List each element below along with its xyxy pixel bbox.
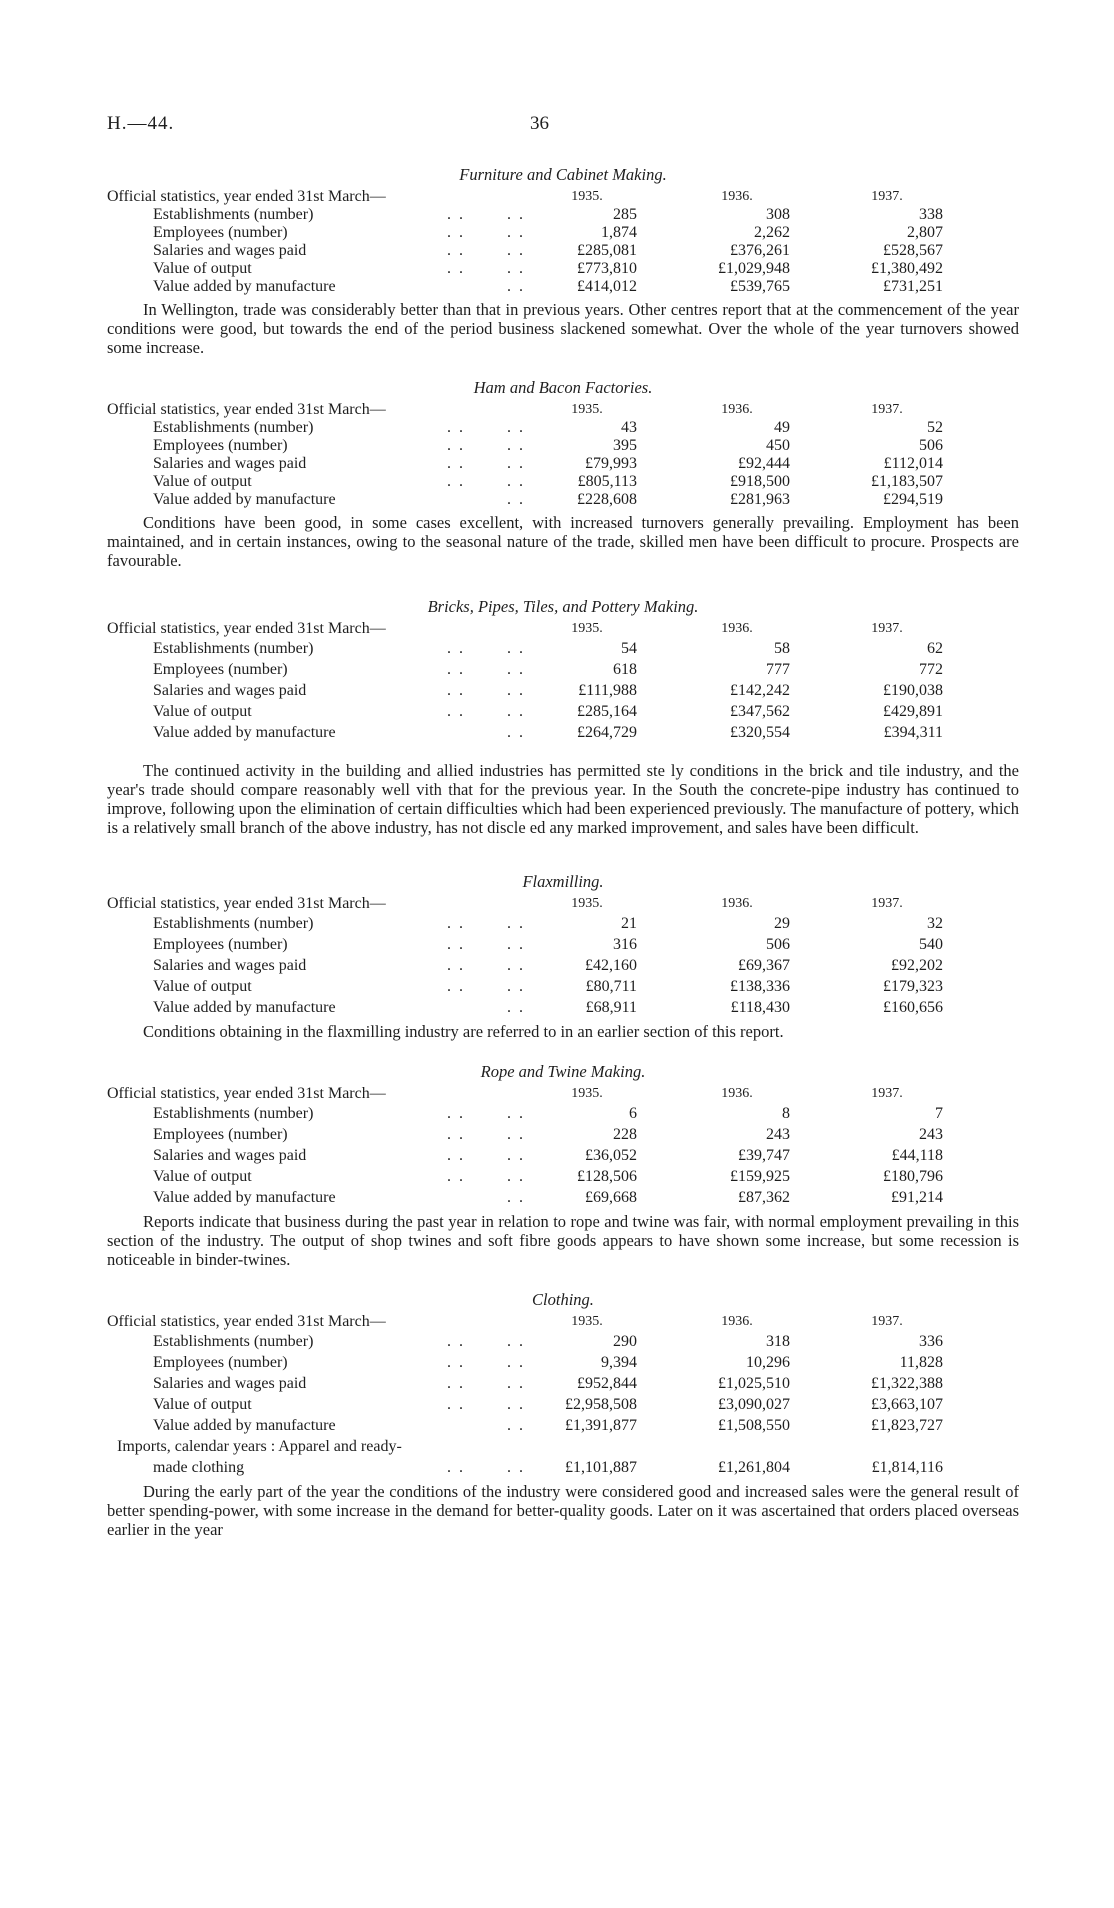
- table-cell: £1,183,507: [871, 473, 943, 490]
- row-label: Salaries and wages paid: [153, 242, 307, 259]
- table-cell: £3,090,027: [718, 1396, 790, 1413]
- leader-dots: . .: [447, 1354, 465, 1371]
- leader-dots: . .: [507, 978, 525, 995]
- year-header: 1937.: [871, 896, 903, 911]
- table-cell: £394,311: [883, 724, 943, 741]
- table-cell: £160,656: [883, 999, 943, 1016]
- table-cell: £731,251: [883, 278, 943, 295]
- table-cell: 243: [919, 1126, 943, 1143]
- leader-dots: . .: [507, 640, 525, 657]
- table-row: [107, 473, 1019, 491]
- year-header: 1937.: [871, 402, 903, 417]
- section-title: Rope and Twine Making.: [480, 1062, 646, 1081]
- year-header: 1935.: [571, 1314, 603, 1329]
- table-cell: £92,444: [738, 455, 790, 472]
- table-cell: £1,261,804: [718, 1459, 790, 1476]
- table-label: Official statistics, year ended 31st March—: [107, 895, 386, 912]
- table-row: [107, 242, 1019, 260]
- leader-dots: . .: [507, 278, 525, 295]
- leader-dots: . .: [447, 1147, 465, 1164]
- table-cell: 49: [774, 419, 790, 436]
- table-row: [107, 955, 1019, 976]
- leader-dots: . .: [447, 437, 465, 454]
- year-header: 1937.: [871, 1086, 903, 1101]
- row-label: Salaries and wages paid: [153, 682, 307, 699]
- table-cell: 338: [919, 206, 943, 223]
- leader-dots: . .: [507, 1105, 525, 1122]
- leader-dots: . .: [507, 1126, 525, 1143]
- section-title: Furniture and Cabinet Making.: [459, 165, 667, 184]
- year-header: 1935.: [571, 402, 603, 417]
- table-row: [107, 455, 1019, 473]
- table-row: [107, 1103, 1019, 1124]
- leader-dots: . .: [507, 915, 525, 932]
- table-cell: £264,729: [577, 724, 637, 741]
- leader-dots: . .: [447, 419, 465, 436]
- leader-dots: . .: [507, 1396, 525, 1413]
- table-row: [107, 976, 1019, 997]
- table-cell: £111,988: [578, 682, 637, 699]
- section-paragraph: During the early part of the year the conditions of the industry were considered good and increased sales were the general result of better spending-power, with some increase in the demand for better-quality goods. Later on it was ascertained that orders placed overseas earlier in the year: [107, 1482, 1019, 1539]
- section-paragraph: In Wellington, trade was considerably better than that in previous years. Other centres report that at the commencement of the year conditions were good, but towards the end of the period business slackened somewhat. Over the whole of the year turnovers showed some increase.: [107, 300, 1019, 357]
- leader-dots: . .: [507, 999, 525, 1016]
- table-row: [107, 1331, 1019, 1352]
- section-title: Bricks, Pipes, Tiles, and Pottery Making.: [427, 597, 699, 616]
- table-header-row: [107, 620, 1019, 638]
- leader-dots: . .: [447, 242, 465, 259]
- table-row: [107, 1457, 1019, 1478]
- year-header: 1936.: [721, 1086, 753, 1101]
- table-cell: 2,807: [907, 224, 943, 241]
- table-cell: 308: [766, 206, 790, 223]
- table-cell: £285,081: [577, 242, 637, 259]
- row-label: Value of output: [153, 978, 252, 995]
- row-label: Employees (number): [153, 224, 288, 241]
- row-label: Salaries and wages paid: [153, 957, 307, 974]
- year-header: 1936.: [721, 189, 753, 204]
- statistics-table: [107, 1085, 1019, 1208]
- table-cell: 290: [613, 1333, 637, 1350]
- leader-dots: . .: [447, 661, 465, 678]
- leader-dots: . .: [447, 915, 465, 932]
- table-row: [107, 260, 1019, 278]
- table-cell: £118,430: [730, 999, 790, 1016]
- leader-dots: . .: [447, 224, 465, 241]
- table-cell: 772: [919, 661, 943, 678]
- table-cell: £69,367: [738, 957, 790, 974]
- table-cell: £1,322,388: [871, 1375, 943, 1392]
- row-label: Establishments (number): [153, 915, 314, 932]
- section-ham-bacon: [107, 377, 1019, 570]
- leader-dots: . .: [447, 473, 465, 490]
- year-header: 1935.: [571, 189, 603, 204]
- table-cell: £918,500: [730, 473, 790, 490]
- leader-dots: . .: [507, 419, 525, 436]
- table-cell: £1,823,727: [871, 1417, 943, 1434]
- table-label: Official statistics, year ended 31st March—: [107, 188, 386, 205]
- leader-dots: . .: [447, 1168, 465, 1185]
- table-cell: £142,242: [730, 682, 790, 699]
- row-label: Salaries and wages paid: [153, 1375, 307, 1392]
- leader-dots: . .: [507, 260, 525, 277]
- table-row: [107, 997, 1019, 1018]
- leader-dots: . .: [507, 206, 525, 223]
- table-cell: 8: [782, 1105, 790, 1122]
- row-label: Employees (number): [153, 661, 288, 678]
- leader-dots: . .: [447, 936, 465, 953]
- leader-dots: . .: [507, 455, 525, 472]
- leader-dots: . .: [507, 1459, 525, 1476]
- table-cell: 11,828: [899, 1354, 943, 1371]
- section-paragraph: Conditions obtaining in the flaxmilling industry are referred to in an earlier section of this report.: [143, 1022, 784, 1041]
- leader-dots: . .: [507, 491, 525, 508]
- table-cell: £228,608: [577, 491, 637, 508]
- leader-dots: . .: [507, 661, 525, 678]
- section-title: Ham and Bacon Factories.: [473, 378, 653, 397]
- table-row: [107, 1394, 1019, 1415]
- table-cell: £92,202: [891, 957, 943, 974]
- table-cell: £429,891: [883, 703, 943, 720]
- table-header-row: [107, 188, 1019, 206]
- table-cell: 9,394: [601, 1354, 637, 1371]
- table-cell: £1,814,116: [871, 1459, 943, 1476]
- table-cell: £1,380,492: [871, 260, 943, 277]
- statistics-table: [107, 188, 1019, 296]
- row-label: Value added by manufacture: [153, 491, 336, 508]
- table-row: [107, 1166, 1019, 1187]
- table-cell: £68,911: [585, 999, 637, 1016]
- row-label: Value added by manufacture: [153, 1189, 336, 1206]
- table-cell: £91,214: [891, 1189, 943, 1206]
- table-header-row: [107, 1085, 1019, 1103]
- leader-dots: . .: [507, 1147, 525, 1164]
- statistics-table: [107, 401, 1019, 509]
- year-header: 1937.: [871, 621, 903, 636]
- leader-dots: . .: [507, 473, 525, 490]
- year-header: 1937.: [871, 189, 903, 204]
- row-label: Value added by manufacture: [153, 999, 336, 1016]
- leader-dots: . .: [447, 640, 465, 657]
- table-cell: £281,963: [730, 491, 790, 508]
- leader-dots: . .: [507, 703, 525, 720]
- row-label: Value added by manufacture: [153, 1417, 336, 1434]
- leader-dots: . .: [507, 1354, 525, 1371]
- table-header-row: [107, 401, 1019, 419]
- leader-dots: . .: [447, 978, 465, 995]
- year-header: 1936.: [721, 402, 753, 417]
- leader-dots: . .: [447, 1333, 465, 1350]
- row-label: Value of output: [153, 1168, 252, 1185]
- row-label: Value of output: [153, 260, 252, 277]
- row-label: Value added by manufacture: [153, 724, 336, 741]
- table-cell: £179,323: [883, 978, 943, 995]
- leader-dots: . .: [447, 1396, 465, 1413]
- row-label: Employees (number): [153, 936, 288, 953]
- table-row: [107, 680, 1019, 701]
- table-row: [107, 1124, 1019, 1145]
- table-cell: £294,519: [883, 491, 943, 508]
- table-row: [107, 1436, 1019, 1457]
- row-label: Employees (number): [153, 1126, 288, 1143]
- leader-dots: . .: [447, 682, 465, 699]
- leader-dots: . .: [507, 437, 525, 454]
- year-header: 1935.: [571, 1086, 603, 1101]
- table-cell: 618: [613, 661, 637, 678]
- table-cell: 58: [774, 640, 790, 657]
- table-cell: £180,796: [883, 1168, 943, 1185]
- table-cell: £952,844: [577, 1375, 637, 1392]
- table-cell: 336: [919, 1333, 943, 1350]
- table-cell: £128,506: [577, 1168, 637, 1185]
- table-label: Official statistics, year ended 31st March—: [107, 620, 386, 637]
- section-paragraph: Reports indicate that business during the past year in relation to rope and twine was fair, with normal employment prevailing in this section of the industry. The output of shop twines and soft fibre goods appears to have shown some increase, but some recession is noticeable in binder-twines.: [107, 1212, 1019, 1269]
- leader-dots: . .: [507, 682, 525, 699]
- table-cell: 6: [629, 1105, 637, 1122]
- leader-dots: . .: [507, 224, 525, 241]
- leader-dots: . .: [507, 242, 525, 259]
- table-cell: £79,993: [585, 455, 637, 472]
- table-cell: 10,296: [746, 1354, 790, 1371]
- table-cell: 2,262: [754, 224, 790, 241]
- table-row: [107, 1373, 1019, 1394]
- row-label: Salaries and wages paid: [153, 1147, 307, 1164]
- table-row: [107, 491, 1019, 509]
- table-cell: £773,810: [577, 260, 637, 277]
- year-header: 1935.: [571, 896, 603, 911]
- leader-dots: . .: [447, 1375, 465, 1392]
- section-paragraph: Conditions have been good, in some cases excellent, with increased turnovers generally prevailing. Employment has been maintained, and in certain instances, owing to the seasonal nature of the trade, skilled men have been difficult to procure. Prospects are favourable.: [107, 513, 1019, 570]
- table-row: [107, 1415, 1019, 1436]
- table-cell: £347,562: [730, 703, 790, 720]
- table-row: [107, 638, 1019, 659]
- year-header: 1936.: [721, 896, 753, 911]
- table-cell: £1,101,887: [565, 1459, 637, 1476]
- table-cell: 54: [621, 640, 637, 657]
- row-label: Value of output: [153, 1396, 252, 1413]
- leader-dots: . .: [507, 1375, 525, 1392]
- table-cell: 450: [766, 437, 790, 454]
- report-code: H.—44.: [107, 113, 175, 134]
- table-cell: £320,554: [730, 724, 790, 741]
- table-row: [107, 659, 1019, 680]
- section-title: Flaxmilling.: [522, 872, 604, 891]
- page-number: 36: [530, 113, 549, 134]
- table-label: Official statistics, year ended 31st March—: [107, 401, 386, 418]
- table-row: [107, 206, 1019, 224]
- document-body: [107, 164, 1019, 1539]
- leader-dots: . .: [447, 1459, 465, 1476]
- row-label: Value of output: [153, 473, 252, 490]
- statistics-table: [107, 1313, 1019, 1478]
- section-title: Clothing.: [532, 1290, 594, 1309]
- table-cell: £138,336: [730, 978, 790, 995]
- section-clothing: [107, 1289, 1019, 1539]
- section-rope-twine: [107, 1061, 1019, 1269]
- imports-label: Imports, calendar years : Apparel and ready-: [117, 1438, 402, 1455]
- table-label: Official statistics, year ended 31st March—: [107, 1085, 386, 1102]
- row-label: Employees (number): [153, 437, 288, 454]
- leader-dots: . .: [447, 1105, 465, 1122]
- leader-dots: . .: [447, 703, 465, 720]
- table-cell: 395: [613, 437, 637, 454]
- table-label: Official statistics, year ended 31st March—: [107, 1313, 386, 1330]
- table-row: [107, 701, 1019, 722]
- table-cell: 318: [766, 1333, 790, 1350]
- year-header: 1936.: [721, 1314, 753, 1329]
- table-cell: 43: [621, 419, 637, 436]
- table-cell: £1,508,550: [718, 1417, 790, 1434]
- row-label: Establishments (number): [153, 640, 314, 657]
- table-cell: 506: [919, 437, 943, 454]
- section-furniture: [107, 164, 1019, 357]
- table-cell: 29: [774, 915, 790, 932]
- table-cell: £1,029,948: [718, 260, 790, 277]
- row-label: Establishments (number): [153, 1333, 314, 1350]
- table-cell: 21: [621, 915, 637, 932]
- table-cell: £414,012: [577, 278, 637, 295]
- leader-dots: . .: [507, 1417, 525, 1434]
- table-row: [107, 278, 1019, 296]
- table-cell: 62: [927, 640, 943, 657]
- table-cell: 540: [919, 936, 943, 953]
- table-row: [107, 437, 1019, 455]
- table-cell: £39,747: [738, 1147, 790, 1164]
- leader-dots: . .: [507, 936, 525, 953]
- row-label: Establishments (number): [153, 419, 314, 436]
- table-cell: £285,164: [577, 703, 637, 720]
- table-cell: 52: [927, 419, 943, 436]
- table-cell: 228: [613, 1126, 637, 1143]
- leader-dots: . .: [447, 1126, 465, 1143]
- table-cell: £44,118: [891, 1147, 943, 1164]
- table-row: [107, 224, 1019, 242]
- row-label: Employees (number): [153, 1354, 288, 1371]
- table-row: [107, 1187, 1019, 1208]
- leader-dots: . .: [447, 957, 465, 974]
- leader-dots: . .: [447, 260, 465, 277]
- leader-dots: . .: [507, 724, 525, 741]
- year-header: 1936.: [721, 621, 753, 636]
- table-cell: 506: [766, 936, 790, 953]
- table-cell: £69,668: [585, 1189, 637, 1206]
- statistics-table: [107, 895, 1019, 1018]
- statistics-table: [107, 620, 1019, 743]
- table-cell: £528,567: [883, 242, 943, 259]
- year-header: 1935.: [571, 621, 603, 636]
- table-cell: £112,014: [883, 455, 943, 472]
- table-cell: 316: [613, 936, 637, 953]
- table-cell: £539,765: [730, 278, 790, 295]
- table-cell: £3,663,107: [871, 1396, 943, 1413]
- leader-dots: . .: [507, 1168, 525, 1185]
- table-cell: £376,261: [730, 242, 790, 259]
- table-row: [107, 1352, 1019, 1373]
- table-row: [107, 1145, 1019, 1166]
- table-cell: £1,391,877: [565, 1417, 637, 1434]
- table-cell: £2,958,508: [565, 1396, 637, 1413]
- table-header-row: [107, 1313, 1019, 1331]
- table-cell: 285: [613, 206, 637, 223]
- table-row: [107, 913, 1019, 934]
- table-cell: £159,925: [730, 1168, 790, 1185]
- table-cell: 777: [766, 661, 790, 678]
- table-cell: £190,038: [883, 682, 943, 699]
- table-cell: £805,113: [577, 473, 637, 490]
- imports-label-continued: made clothing: [153, 1459, 245, 1476]
- leader-dots: . .: [447, 206, 465, 223]
- row-label: Establishments (number): [153, 1105, 314, 1122]
- year-header: 1937.: [871, 1314, 903, 1329]
- table-cell: £42,160: [585, 957, 637, 974]
- table-cell: 1,874: [601, 224, 637, 241]
- leader-dots: . .: [507, 1189, 525, 1206]
- section-flaxmilling: [107, 871, 1019, 1041]
- table-cell: £80,711: [585, 978, 637, 995]
- leader-dots: . .: [507, 1333, 525, 1350]
- table-row: [107, 934, 1019, 955]
- table-cell: 32: [927, 915, 943, 932]
- table-cell: £36,052: [585, 1147, 637, 1164]
- table-cell: £87,362: [738, 1189, 790, 1206]
- section-paragraph: The continued activity in the building and allied industries has permitted ste ly conditions in the brick and tile industry, and the year's trade should compare reasonably well vith that for the previous year. In the South the concrete-pipe industry has continued to improve, following upon the elimination of certain difficulties which had been experienced previously. The manufacture of pottery, which is a relatively small branch of the above industry, has not discle ed any marked improvement, and sales have been difficult.: [107, 761, 1019, 837]
- table-row: [107, 722, 1019, 743]
- table-cell: 7: [935, 1105, 943, 1122]
- table-row: [107, 419, 1019, 437]
- table-cell: £1,025,510: [718, 1375, 790, 1392]
- row-label: Value of output: [153, 703, 252, 720]
- row-label: Establishments (number): [153, 206, 314, 223]
- table-cell: 243: [766, 1126, 790, 1143]
- section-bricks-pottery: [107, 596, 1019, 837]
- row-label: Value added by manufacture: [153, 278, 336, 295]
- leader-dots: . .: [447, 455, 465, 472]
- table-header-row: [107, 895, 1019, 913]
- leader-dots: . .: [507, 957, 525, 974]
- row-label: Salaries and wages paid: [153, 455, 307, 472]
